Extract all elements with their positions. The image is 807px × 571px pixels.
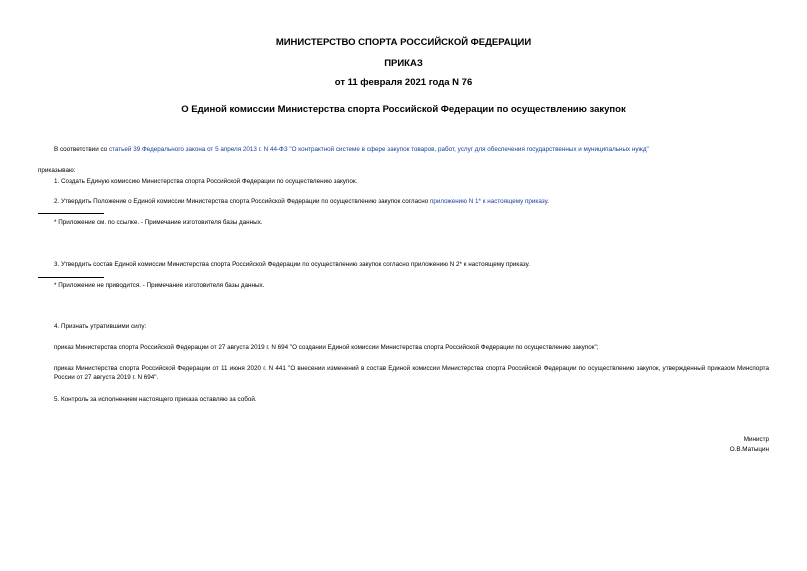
- order-word: приказываю:: [38, 167, 76, 174]
- appendix-1-link[interactable]: приложению N 1* к настоящему приказу: [429, 198, 548, 205]
- law-link[interactable]: статьей 39 Федерального закона от 5 апреля 2013 г. N 44-ФЗ "О контрактной системе в сфере закупок товаров, работ, услуг для обеспечения государственных и муниципальных нужд": [108, 146, 649, 153]
- item-2: [54, 197, 549, 206]
- date-number-heading: от 11 февраля 2021 года N 76: [334, 77, 473, 88]
- item-5: 5. Контроль за исполнением настоящего приказа оставляю за собой.: [54, 396, 257, 403]
- footnote-1: * Приложение см. по ссылке. - Примечание изготовителя базы данных.: [54, 219, 263, 226]
- signature-name: О.В.Матыцин: [729, 446, 769, 453]
- footnote-2: * Приложение не приводится. - Примечание изготовителя базы данных.: [54, 282, 265, 289]
- ministry-heading: МИНИСТЕРСТВО СПОРТА РОССИЙСКОЙ ФЕДЕРАЦИИ: [275, 37, 532, 48]
- document-title: О Единой комиссии Министерства спорта Российской Федерации по осуществлению закупок: [181, 104, 626, 115]
- item-2-suffix: .: [547, 198, 549, 205]
- preamble-prefix: В соответствии со: [54, 146, 109, 153]
- item-3: 3. Утвердить состав Единой комиссии Министерства спорта Российской Федерации по осуществлению закупок согласно приложению N 2* к настоящему приказу.: [54, 261, 530, 268]
- item-2-prefix: 2. Утвердить Положение о Единой комиссии Министерства спорта Российской Федерации по осуществлению закупок согласно: [54, 198, 430, 205]
- preamble: [54, 145, 649, 154]
- item-4: 4. Признать утратившими силу:: [54, 323, 147, 330]
- footnote-divider: [38, 213, 104, 214]
- item-1: 1. Создать Единую комиссию Министерства спорта Российской Федерации по осуществлению закупок.: [54, 178, 358, 185]
- item-4b: приказ Министерства спорта Российской Федерации от 11 июня 2020 г. N 441 "О внесении изменений в состав Единой комиссии Министерства спорта Российской Федерации по осуществлению закупок, утвержденный приказом Минспорта России от 27 августа 2019 г. N 694".: [54, 365, 769, 381]
- item-4a: приказ Министерства спорта Российской Федерации от 27 августа 2019 г. N 694 "О создании Единой комиссии Министерства спорта Российской Федерации по осуществлению закупок";: [54, 344, 599, 351]
- signature-position: Министр: [743, 436, 769, 443]
- footnote-divider: [38, 277, 104, 278]
- doc-type-heading: ПРИКАЗ: [384, 58, 423, 69]
